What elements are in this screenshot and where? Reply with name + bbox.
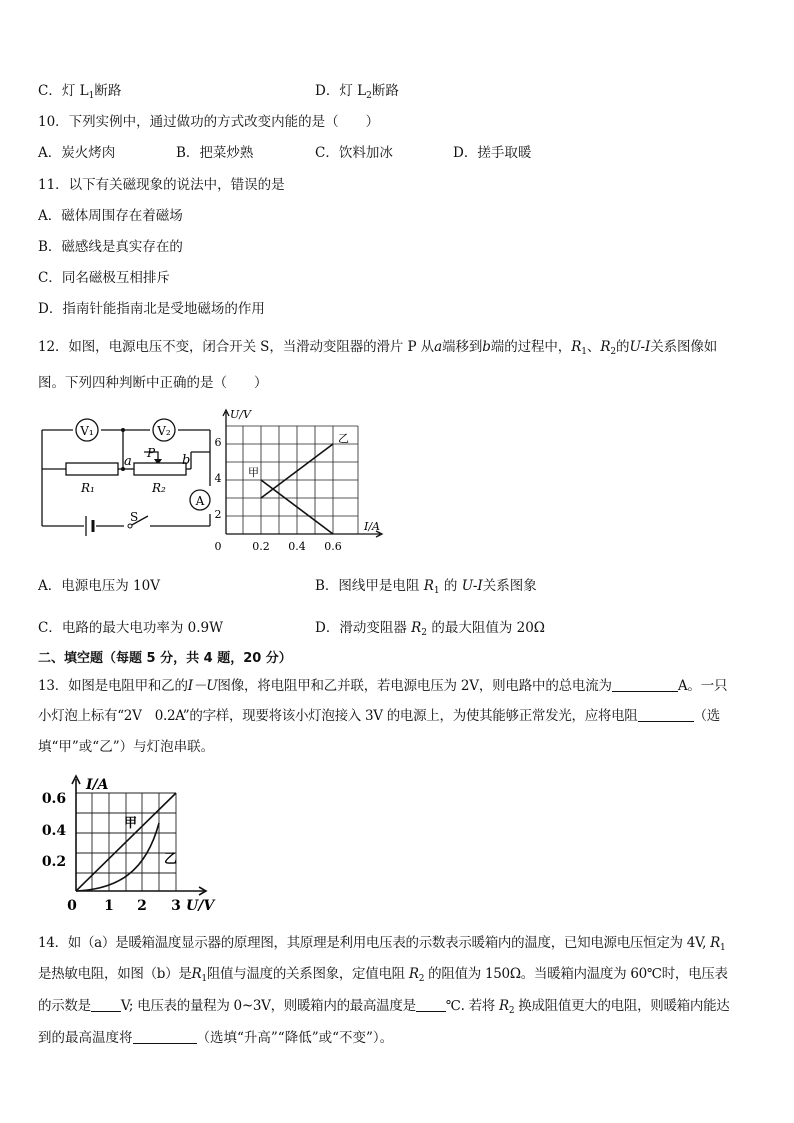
subscript: 1 xyxy=(201,974,207,984)
resistor-r2 xyxy=(134,463,186,475)
stem-text: 端移到 xyxy=(442,339,483,355)
option-text: B．图线甲是电阻 xyxy=(315,578,420,594)
xtick-0-4: 0.4 xyxy=(288,540,306,553)
graph-xlabel: U/V xyxy=(186,898,215,914)
stem-text: ℃. 若将 xyxy=(445,998,495,1014)
graph-xlabel: I/A xyxy=(364,520,380,533)
subscript: 2 xyxy=(366,91,372,101)
subscript: 1 xyxy=(719,943,726,953)
answer-blank[interactable] xyxy=(612,677,678,692)
stem-text: 是热敏电阻，如图（b）是 xyxy=(38,966,192,982)
q13-iu-graph xyxy=(34,773,234,921)
series-jia-label: 甲 xyxy=(248,466,259,479)
q10-option-a: A．炭火烤肉 xyxy=(38,145,116,161)
q12-option-a: A．电源电压为 10V xyxy=(38,578,160,594)
option-text: D．滑动变阻器 xyxy=(315,620,407,636)
junction-dot xyxy=(121,428,125,432)
stem-text: 关系图像如 xyxy=(650,339,718,355)
q9-option-c xyxy=(38,82,121,100)
label-r1: R₁ xyxy=(81,481,95,495)
subscript: 2 xyxy=(421,628,428,638)
label-b: b xyxy=(182,453,191,468)
resistor-symbol: R xyxy=(710,935,720,951)
label-a: a xyxy=(124,454,132,469)
option-text: 的 xyxy=(443,578,458,594)
xtick-1: 1 xyxy=(104,898,114,914)
subscript: 2 xyxy=(610,347,617,357)
section-2-heading: 二、填空题（每题 5 分，共 4 题，20 分） xyxy=(38,651,292,666)
q10-option-b: B．把菜炒熟 xyxy=(176,145,254,161)
stem-text: 12．如图，电源电压不变，闭合开关 S，当滑动变阻器的滑片 P 从 xyxy=(38,339,435,355)
resistor-symbol: R xyxy=(408,966,419,982)
stem-text: 的阻值为 150Ω。当暖箱内温度为 60℃时，电压表 xyxy=(428,966,728,982)
series-yi-label: 乙 xyxy=(164,852,178,867)
xtick-0: 0 xyxy=(67,898,77,914)
ytick-6: 6 xyxy=(214,436,222,449)
q13-line3: 填“甲”或“乙”）与灯泡串联。 xyxy=(38,739,215,755)
resistor-symbol: R xyxy=(498,998,509,1014)
q12-option-d xyxy=(315,619,545,637)
circuit-battery xyxy=(86,516,93,536)
xtick-3: 3 xyxy=(171,898,181,914)
v2-label: V₂ xyxy=(157,424,171,438)
stem-text: 阻值与温度的关系图象，定值电阻 xyxy=(206,966,405,982)
xtick-0: 0 xyxy=(214,540,222,553)
q12-option-c: C．电路的最大电功率为 0.9W xyxy=(38,620,223,636)
stem-text: 的 xyxy=(616,339,630,355)
answer-blank[interactable] xyxy=(91,997,121,1012)
series-yi-label: 乙 xyxy=(338,432,349,445)
q11-option-c: C．同名磁极互相排斥 xyxy=(38,270,170,286)
q12-stem-line2: 图。下列四种判断中正确的是（ ） xyxy=(38,375,268,391)
stem-text: V; 电压表的量程为 0~3V，则暖箱内的最高温度是 xyxy=(120,998,416,1014)
q13-line2 xyxy=(38,707,720,725)
q10-stem: 10．下列实例中，通过做功的方式改变内能的是（ ） xyxy=(38,114,380,130)
stem-text: A。一只 xyxy=(677,678,728,694)
point-a: a xyxy=(434,339,443,355)
q11-option-a: A．磁体周围存在着磁场 xyxy=(38,208,183,224)
ytick-0-2: 0.2 xyxy=(41,854,67,870)
stem-text: （选填“升高”“降低”或“不变”）。 xyxy=(196,1030,394,1046)
ui-symbol: U-I xyxy=(629,339,651,355)
v1-label: V₁ xyxy=(80,424,94,438)
q14-line2 xyxy=(38,965,728,983)
q11-stem: 11．以下有关磁现象的说法中，错误的是 xyxy=(38,177,285,193)
q12-option-b xyxy=(315,577,537,595)
resistor-symbol: R xyxy=(571,339,582,355)
q14-line4 xyxy=(38,1029,393,1047)
q11-option-b: B．磁感线是真实存在的 xyxy=(38,239,183,255)
answer-blank[interactable] xyxy=(133,1029,197,1044)
option-text: 关系图象 xyxy=(482,578,537,594)
xtick-0-2: 0.2 xyxy=(252,540,270,553)
subscript: 1 xyxy=(581,347,587,357)
separator: 、 xyxy=(586,339,601,355)
option-text: 的最大阻值为 20Ω xyxy=(431,620,545,636)
subscript: 2 xyxy=(508,1006,515,1016)
stem-text: 的示数是 xyxy=(38,998,91,1014)
ytick-4: 4 xyxy=(214,472,222,485)
q12-ui-graph xyxy=(208,406,390,556)
q14-line3 xyxy=(38,997,729,1015)
series-jia-label: 甲 xyxy=(124,816,138,831)
option-text: 断路 xyxy=(371,83,399,99)
q9-option-d xyxy=(315,82,399,100)
q13-line1 xyxy=(38,677,727,695)
subscript: 1 xyxy=(433,586,440,596)
q12-circuit-diagram xyxy=(36,412,216,542)
ui-symbol: U-I xyxy=(461,578,483,594)
option-text: D．灯 L xyxy=(315,83,367,99)
switch-contact xyxy=(128,524,132,528)
q12-stem-line1 xyxy=(38,338,717,356)
q11-option-d: D．指南针能指南北是受地磁场的作用 xyxy=(38,301,265,317)
answer-blank[interactable] xyxy=(638,707,694,722)
option-text: C．灯 L xyxy=(38,83,89,99)
stem-text: 14．如（a）是暖箱温度显示器的原理图，其原理是利用电压表的示数表示暖箱内的温度，已知电源电压恒定为 4V, xyxy=(38,935,707,951)
resistor-symbol: R xyxy=(191,966,202,982)
subscript: 1 xyxy=(88,91,95,101)
ytick-0-6: 0.6 xyxy=(41,791,67,807)
ammeter-label: A xyxy=(195,494,205,508)
stem-text: 换成阻值更大的电阻，则暖箱内能达 xyxy=(518,998,730,1014)
q14-line1 xyxy=(38,934,725,952)
resistor-symbol: R xyxy=(411,620,422,636)
stem-text: 端的过程中， xyxy=(490,339,572,355)
stem-text: 图像，将电阻甲和乙并联，若电源电压为 2V，则电路中的总电流为 xyxy=(217,678,612,694)
graph-ylabel: U/V xyxy=(230,408,251,421)
ytick-0-4: 0.4 xyxy=(41,823,67,839)
graph-ylabel: I/A xyxy=(86,777,109,793)
stem-text: 小灯泡上标有“2V 0.2A”的字样，现要将该小灯泡接入 3V 的电源上，为使其能够正常发光，应将电阻 xyxy=(38,708,638,724)
q10-option-c: C．饮料加冰 xyxy=(315,145,393,161)
xtick-0-6: 0.6 xyxy=(324,540,342,553)
stem-text: 13．如图是电阻甲和乙的 xyxy=(38,678,188,694)
iu-symbol: I－U xyxy=(187,678,218,694)
resistor-symbol: R xyxy=(600,339,611,355)
resistor-r1 xyxy=(66,463,118,475)
point-b: b xyxy=(482,339,491,355)
label-s: S xyxy=(130,510,139,524)
answer-blank[interactable] xyxy=(416,997,446,1012)
stem-text: （选 xyxy=(693,708,720,724)
ytick-2: 2 xyxy=(214,508,222,521)
resistor-symbol: R xyxy=(423,578,434,594)
subscript: 2 xyxy=(418,974,425,984)
label-p: P xyxy=(147,446,156,460)
option-text: 断路 xyxy=(94,83,122,99)
q10-option-d: D．搓手取暖 xyxy=(453,145,532,161)
label-r2: R₂ xyxy=(152,481,166,495)
xtick-2: 2 xyxy=(137,898,147,914)
stem-text: 到的最高温度将 xyxy=(38,1030,133,1046)
